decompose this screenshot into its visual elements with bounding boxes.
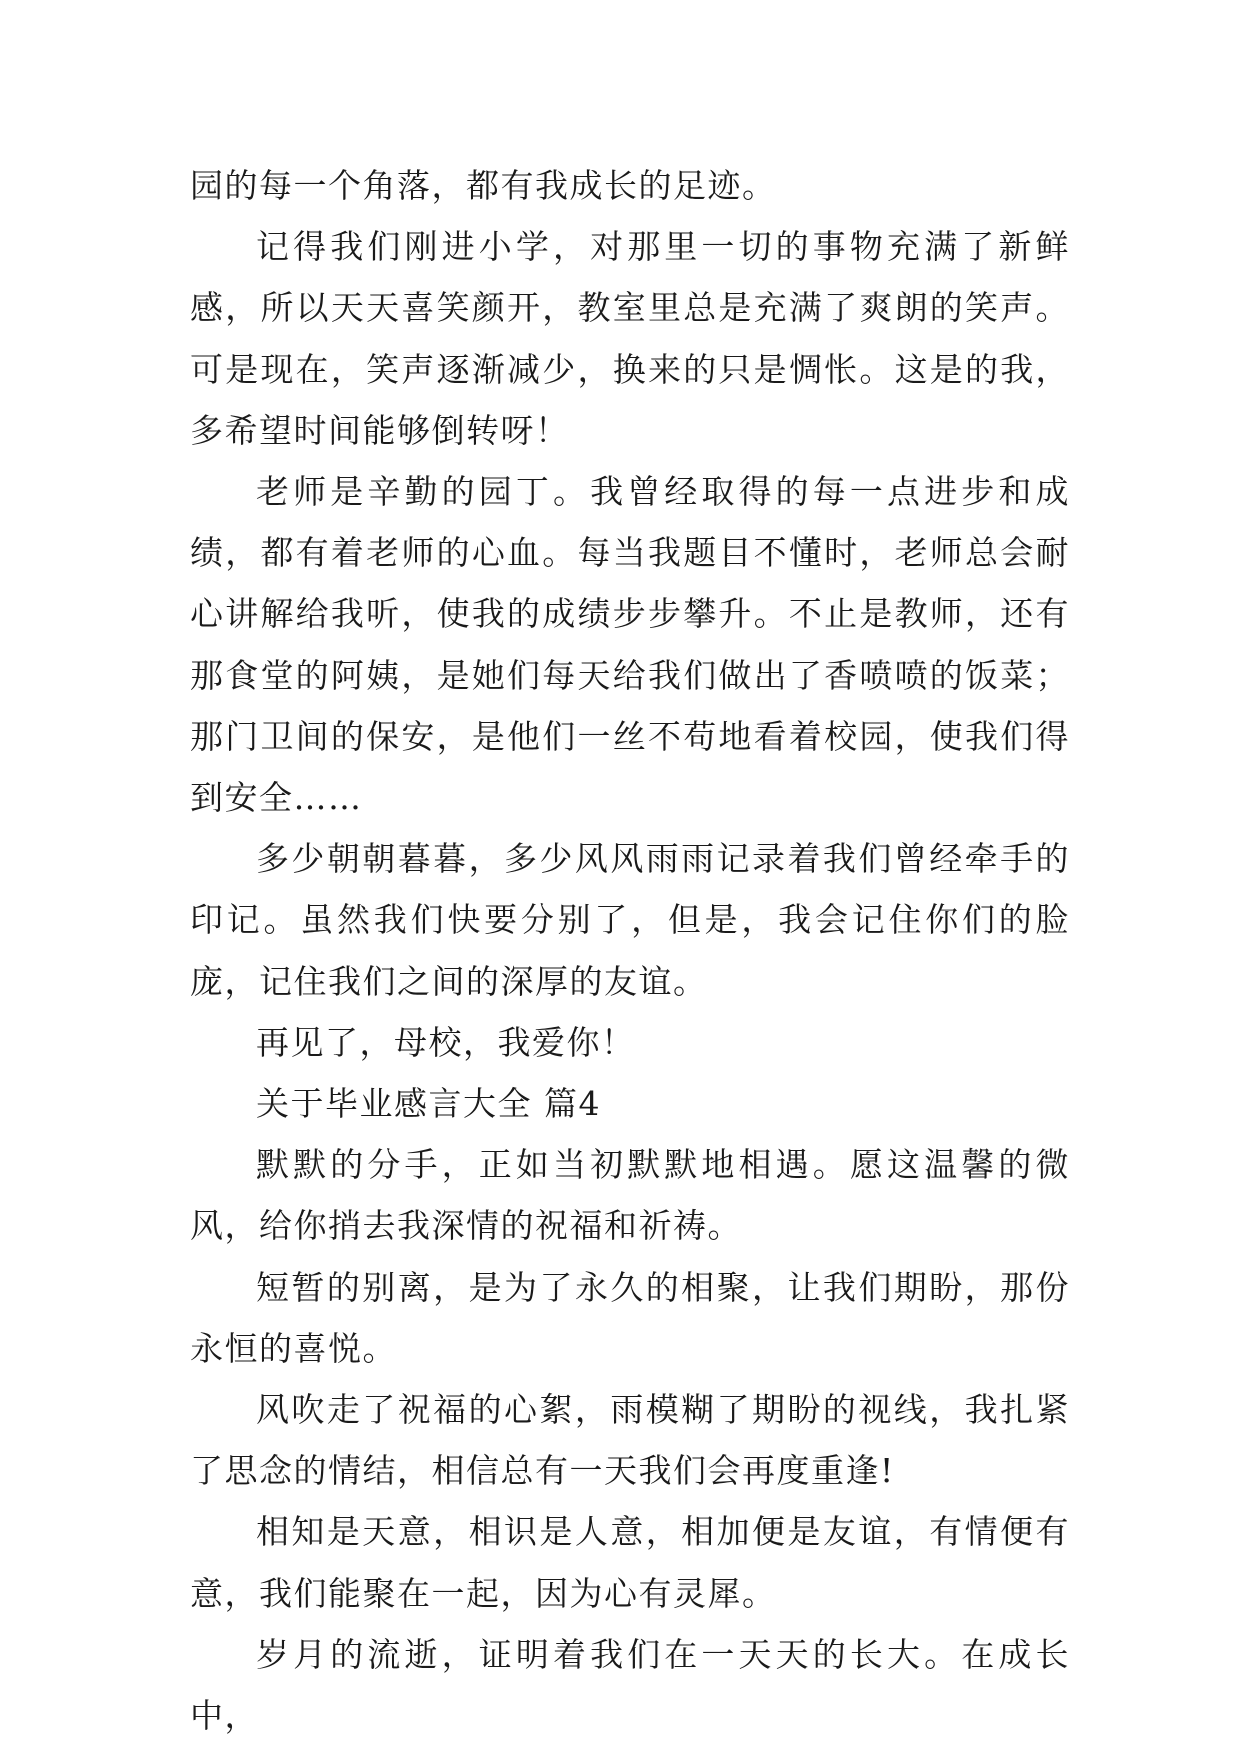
paragraph: 岁月的流逝，证明着我们在一天天的长大。在成长中，	[190, 1634, 1070, 1736]
paragraph: 老师是辛勤的园丁。我曾经取得的每一点进步和成绩，都有着老师的心血。每当我题目不懂时，老师总会耐心讲解给我听，使我的成绩步步攀升。不止是教师，还有那食堂的阿姨，是她们每天给我们做出了香喷喷的饭菜；那门卫间的保安，是他们一丝不苟地看着校园，使我们得到安全……	[190, 472, 1070, 818]
paragraph: 风吹走了祝福的心絮，雨模糊了期盼的视线，我扎紧了思念的情结，相信总有一天我们会再度重逢!	[190, 1390, 1070, 1491]
paragraph: 园的每一个角落，都有我成长的足迹。	[190, 166, 777, 205]
paragraph: 默默的分手，正如当初默默地相遇。愿这温馨的微风，给你捎去我深情的祝福和祈祷。	[190, 1145, 1070, 1246]
paragraph: 短暂的别离，是为了永久的相聚，让我们期盼，那份永恒的喜悦。	[190, 1267, 1070, 1368]
document-body	[190, 155, 1070, 1746]
paragraph: 相知是天意，相识是人意，相加便是友谊，有情便有意，我们能聚在一起，因为心有灵犀。	[190, 1512, 1070, 1613]
paragraph: 再见了，母校，我爱你！	[256, 1022, 636, 1062]
section-heading: 关于毕业感言大全 篇4	[256, 1084, 601, 1124]
paragraph: 多少朝朝暮暮，多少风风雨雨记录着我们曾经牵手的印记。虽然我们快要分别了，但是，我会记住你们的脸庞，记住我们之间的深厚的友谊。	[190, 839, 1070, 1001]
paragraph: 记得我们刚进小学，对那里一切的事物充满了新鲜感，所以天天喜笑颜开，教室里总是充满了爽朗的笑声。可是现在，笑声逐渐减少，换来的只是惆怅。这是的我，多希望时间能够倒转呀！	[190, 227, 1070, 450]
